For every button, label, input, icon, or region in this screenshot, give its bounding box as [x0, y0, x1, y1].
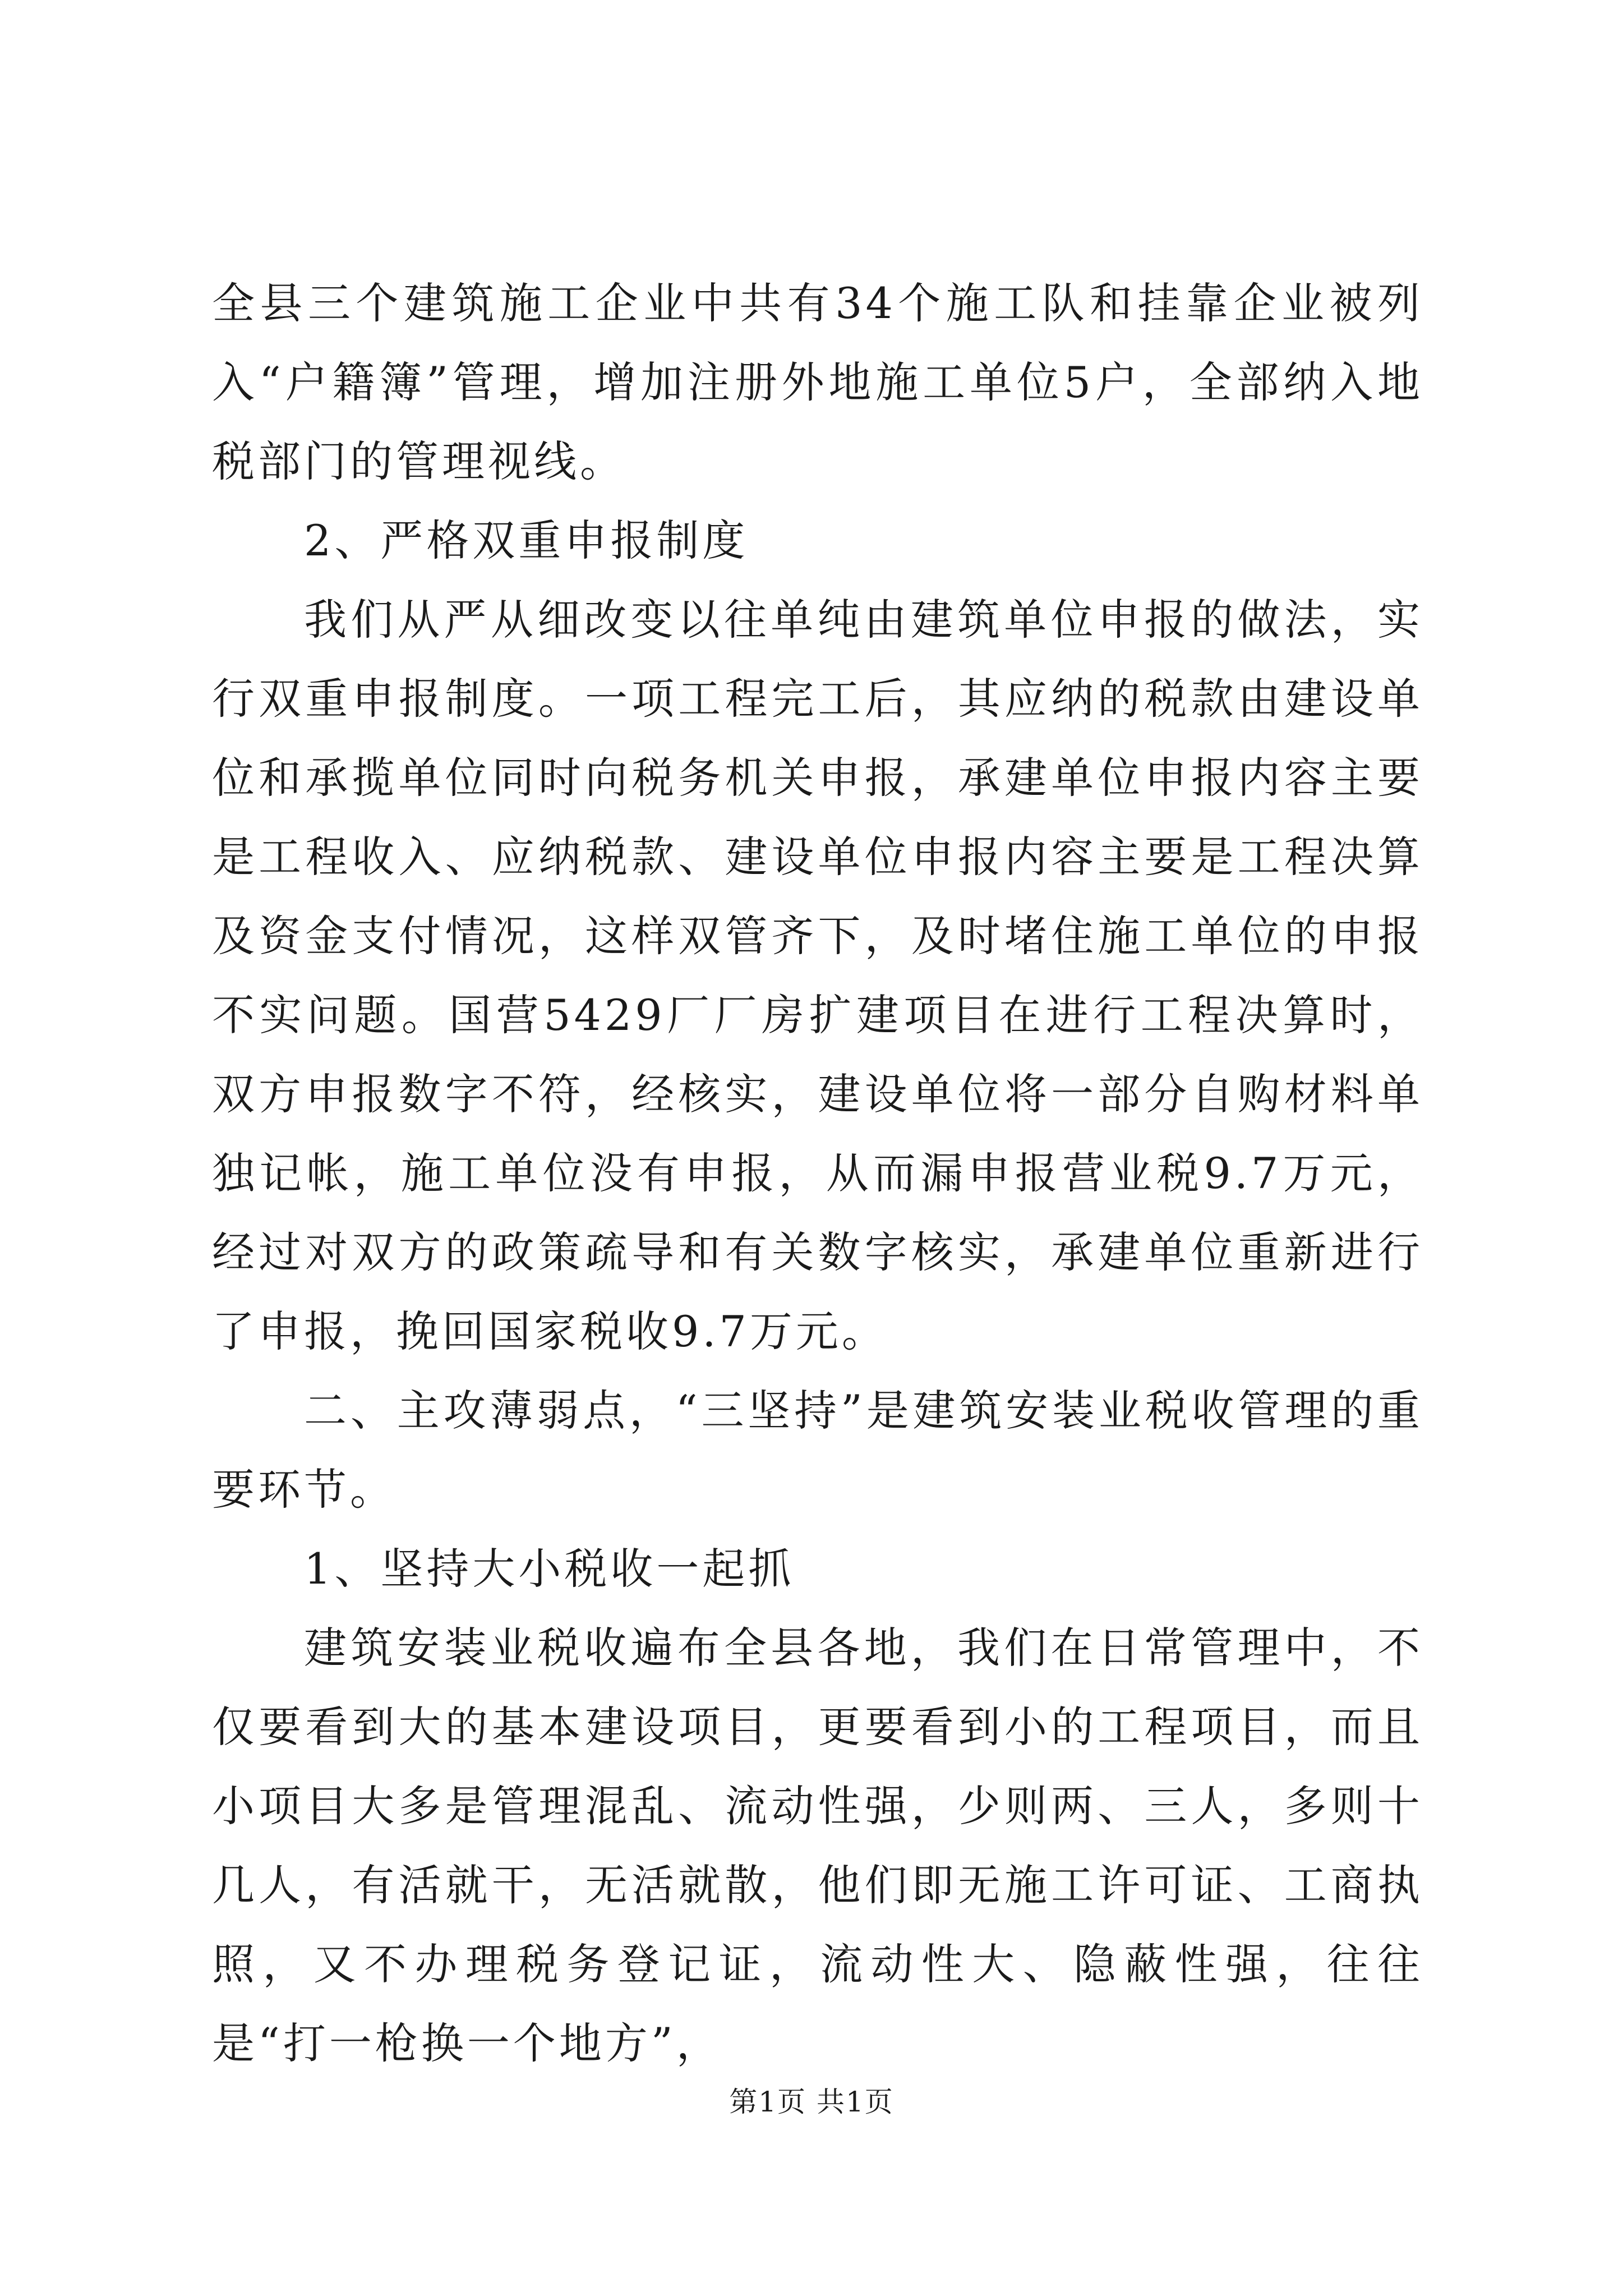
paragraph-continuation: 全县三个建筑施工企业中共有34个施工队和挂靠企业被列入“户籍簿”管理，增加注册外地施工单位5户，全部纳入地税部门的管理视线。: [212, 278, 1423, 486]
document-body: [212, 264, 1423, 2083]
paragraph-dual-declaration: 我们从严从细改变以往单纯由建筑单位申报的做法，实行双重申报制度。一项工程完工后，其应纳的税款由建设单位和承揽单位同时向税务机关申报，承建单位申报内容主要是工程收入、应纳税款、建设单位申报内容主要是工程决算及资金支付情况，这样双管齐下，及时堵住施工单位的申报不实问题。国营5429厂厂房扩建项目在进行工程决算时，双方申报数字不符，经核实，建设单位将一部分自购材料单独记帐，施工单位没有申报，从而漏申报营业税9.7万元，经过对双方的政策疏导和有关数字核实，承建单位重新进行了申报，挽回国家税收9.7万元。: [212, 595, 1423, 1356]
page-footer: [0, 2082, 1623, 2122]
section-heading-dual-declaration: 2、严格双重申报制度: [304, 516, 749, 565]
subsection-heading-big-and-small: 1、坚持大小税收一起抓: [304, 1544, 795, 1594]
section-heading-three-insistences: 二、主攻薄弱点，“三坚持”是建筑安装业税收管理的重要环节。: [212, 1386, 1423, 1515]
paragraph-big-and-small: 建筑安装业税收遍布全县各地，我们在日常管理中，不仅要看到大的基本建设项目，更要看到小的工程项目，而且小项目大多是管理混乱、流动性强，少则两、三人，多则十几人，有活就干，无活就散，他们即无施工许可证、工商执照，又不办理税务登记证，流动性大、隐蔽性强，往往是“打一枪换一个地方”，: [212, 1623, 1423, 2068]
page-number-label: 第1页 共1页: [729, 2086, 894, 2118]
